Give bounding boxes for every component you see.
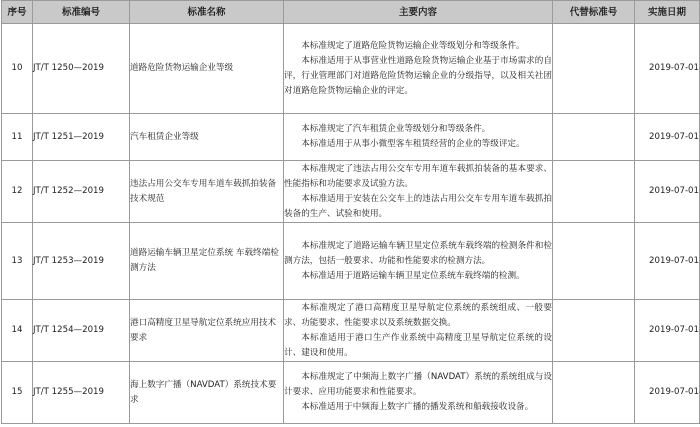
row-content: [284, 114, 553, 161]
row-name: 汽车租赁企业等级: [130, 114, 284, 161]
row-seq: 13: [2, 223, 33, 300]
row-content: [284, 300, 553, 362]
row-seq: 15: [2, 362, 33, 424]
row-replaced: [553, 362, 635, 424]
row-code: JT/T 1253—2019: [33, 223, 130, 300]
row-code: JT/T 1250—2019: [33, 24, 130, 114]
row-date: 2019-07-01: [635, 161, 700, 223]
table-row: [2, 362, 700, 424]
row-date: 2019-07-01: [635, 114, 700, 161]
content-paragraph: 本标准适用于道路运输车辆卫星定位系统车载终端的检测。: [301, 270, 525, 281]
row-replaced: [553, 161, 635, 223]
table-row: [2, 223, 700, 300]
table-row: [2, 24, 700, 114]
content-paragraph: 本标准规定了道路危险货物运输企业等级划分和等级条件。: [301, 40, 525, 51]
row-content: [284, 223, 553, 300]
table-row: [2, 114, 700, 161]
content-paragraph: 本标准规定了中频海上数字广播（NAVDAT）系统的系统组成与设计要求、应用功能要求和性能要求。: [284, 372, 552, 397]
content-paragraph: 本标准规定了道路运输车辆卫星定位系统车载终端的检测条件和检测方法，包括一般要求、功能和性能要求的检测方法。: [284, 240, 552, 266]
content-paragraph: 本标准规定了违法占用公交车专用车道车载抓拍装备的基本要求、性能指标和功能要求及试验方法。: [284, 163, 552, 189]
row-seq: 10: [2, 24, 33, 114]
row-replaced: [553, 300, 635, 362]
content-paragraph: 本标准适用于中频海上数字广播的播发系统和船载接收设备。: [301, 402, 534, 412]
content-paragraph: 本标准适用于安装在公交车上的违法占用公交车专用车道车载抓拍装备的生产、试验和使用。: [284, 193, 552, 219]
row-code: JT/T 1252—2019: [33, 161, 130, 223]
content-paragraph: 本标准适用于从事小微型客车租赁经营的企业的等级评定。: [301, 139, 525, 149]
row-name: 海上数字广播（NAVDAT）系统技术要求: [130, 362, 284, 424]
row-content: [284, 362, 553, 424]
row-name: 港口高精度卫星导航定位系统应用技术要求: [130, 300, 284, 362]
header-date: 实施日期: [635, 1, 700, 24]
row-name: 道路危险货物运输企业等级: [130, 24, 284, 114]
standards-table: [1, 0, 700, 424]
content-paragraph: 本标准适用于港口生产作业系统中高精度卫星导航定位系统的设计、建设和使用。: [284, 332, 552, 358]
row-content: [284, 24, 553, 114]
row-code: JT/T 1251—2019: [33, 114, 130, 161]
row-seq: 12: [2, 161, 33, 223]
row-replaced: [553, 223, 635, 300]
header-content: 主要内容: [284, 1, 553, 24]
header-seq: 序号: [2, 1, 33, 24]
row-seq: 11: [2, 114, 33, 161]
content-paragraph: 本标准规定了汽车租赁企业等级划分和等级条件。: [301, 124, 491, 134]
row-date: 2019-07-01: [635, 223, 700, 300]
row-name: 违法占用公交车专用车道车载抓拍装备技术规范: [130, 161, 284, 223]
content-paragraph: 本标准适用于从事营业性道路危险货物运输企业基于市场需求的自评，行业管理部门对道路危险货物运输企业的分级指导，以及相关社团对道路危险货物运输企业的评定。: [284, 55, 552, 96]
row-content: [284, 161, 553, 223]
header-row: [2, 1, 700, 24]
header-replaced: 代替标准号: [553, 1, 635, 24]
table-row: [2, 300, 700, 362]
row-name: 道路运输车辆卫星定位系统 车载终端检测方法: [130, 223, 284, 300]
row-code: JT/T 1254—2019: [33, 300, 130, 362]
row-date: 2019-07-01: [635, 362, 700, 424]
header-name: 标准名称: [130, 1, 284, 24]
header-code: 标准编号: [33, 1, 130, 24]
row-code: JT/T 1255—2019: [33, 362, 130, 424]
row-replaced: [553, 114, 635, 161]
table-row: [2, 161, 700, 223]
row-date: 2019-07-01: [635, 300, 700, 362]
content-paragraph: 本标准规定了港口高精度卫星导航定位系统的系统组成、一般要求、功能要求、性能要求以及系统数据交换。: [284, 302, 552, 328]
row-replaced: [553, 24, 635, 114]
row-seq: 14: [2, 300, 33, 362]
row-date: 2019-07-01: [635, 24, 700, 114]
